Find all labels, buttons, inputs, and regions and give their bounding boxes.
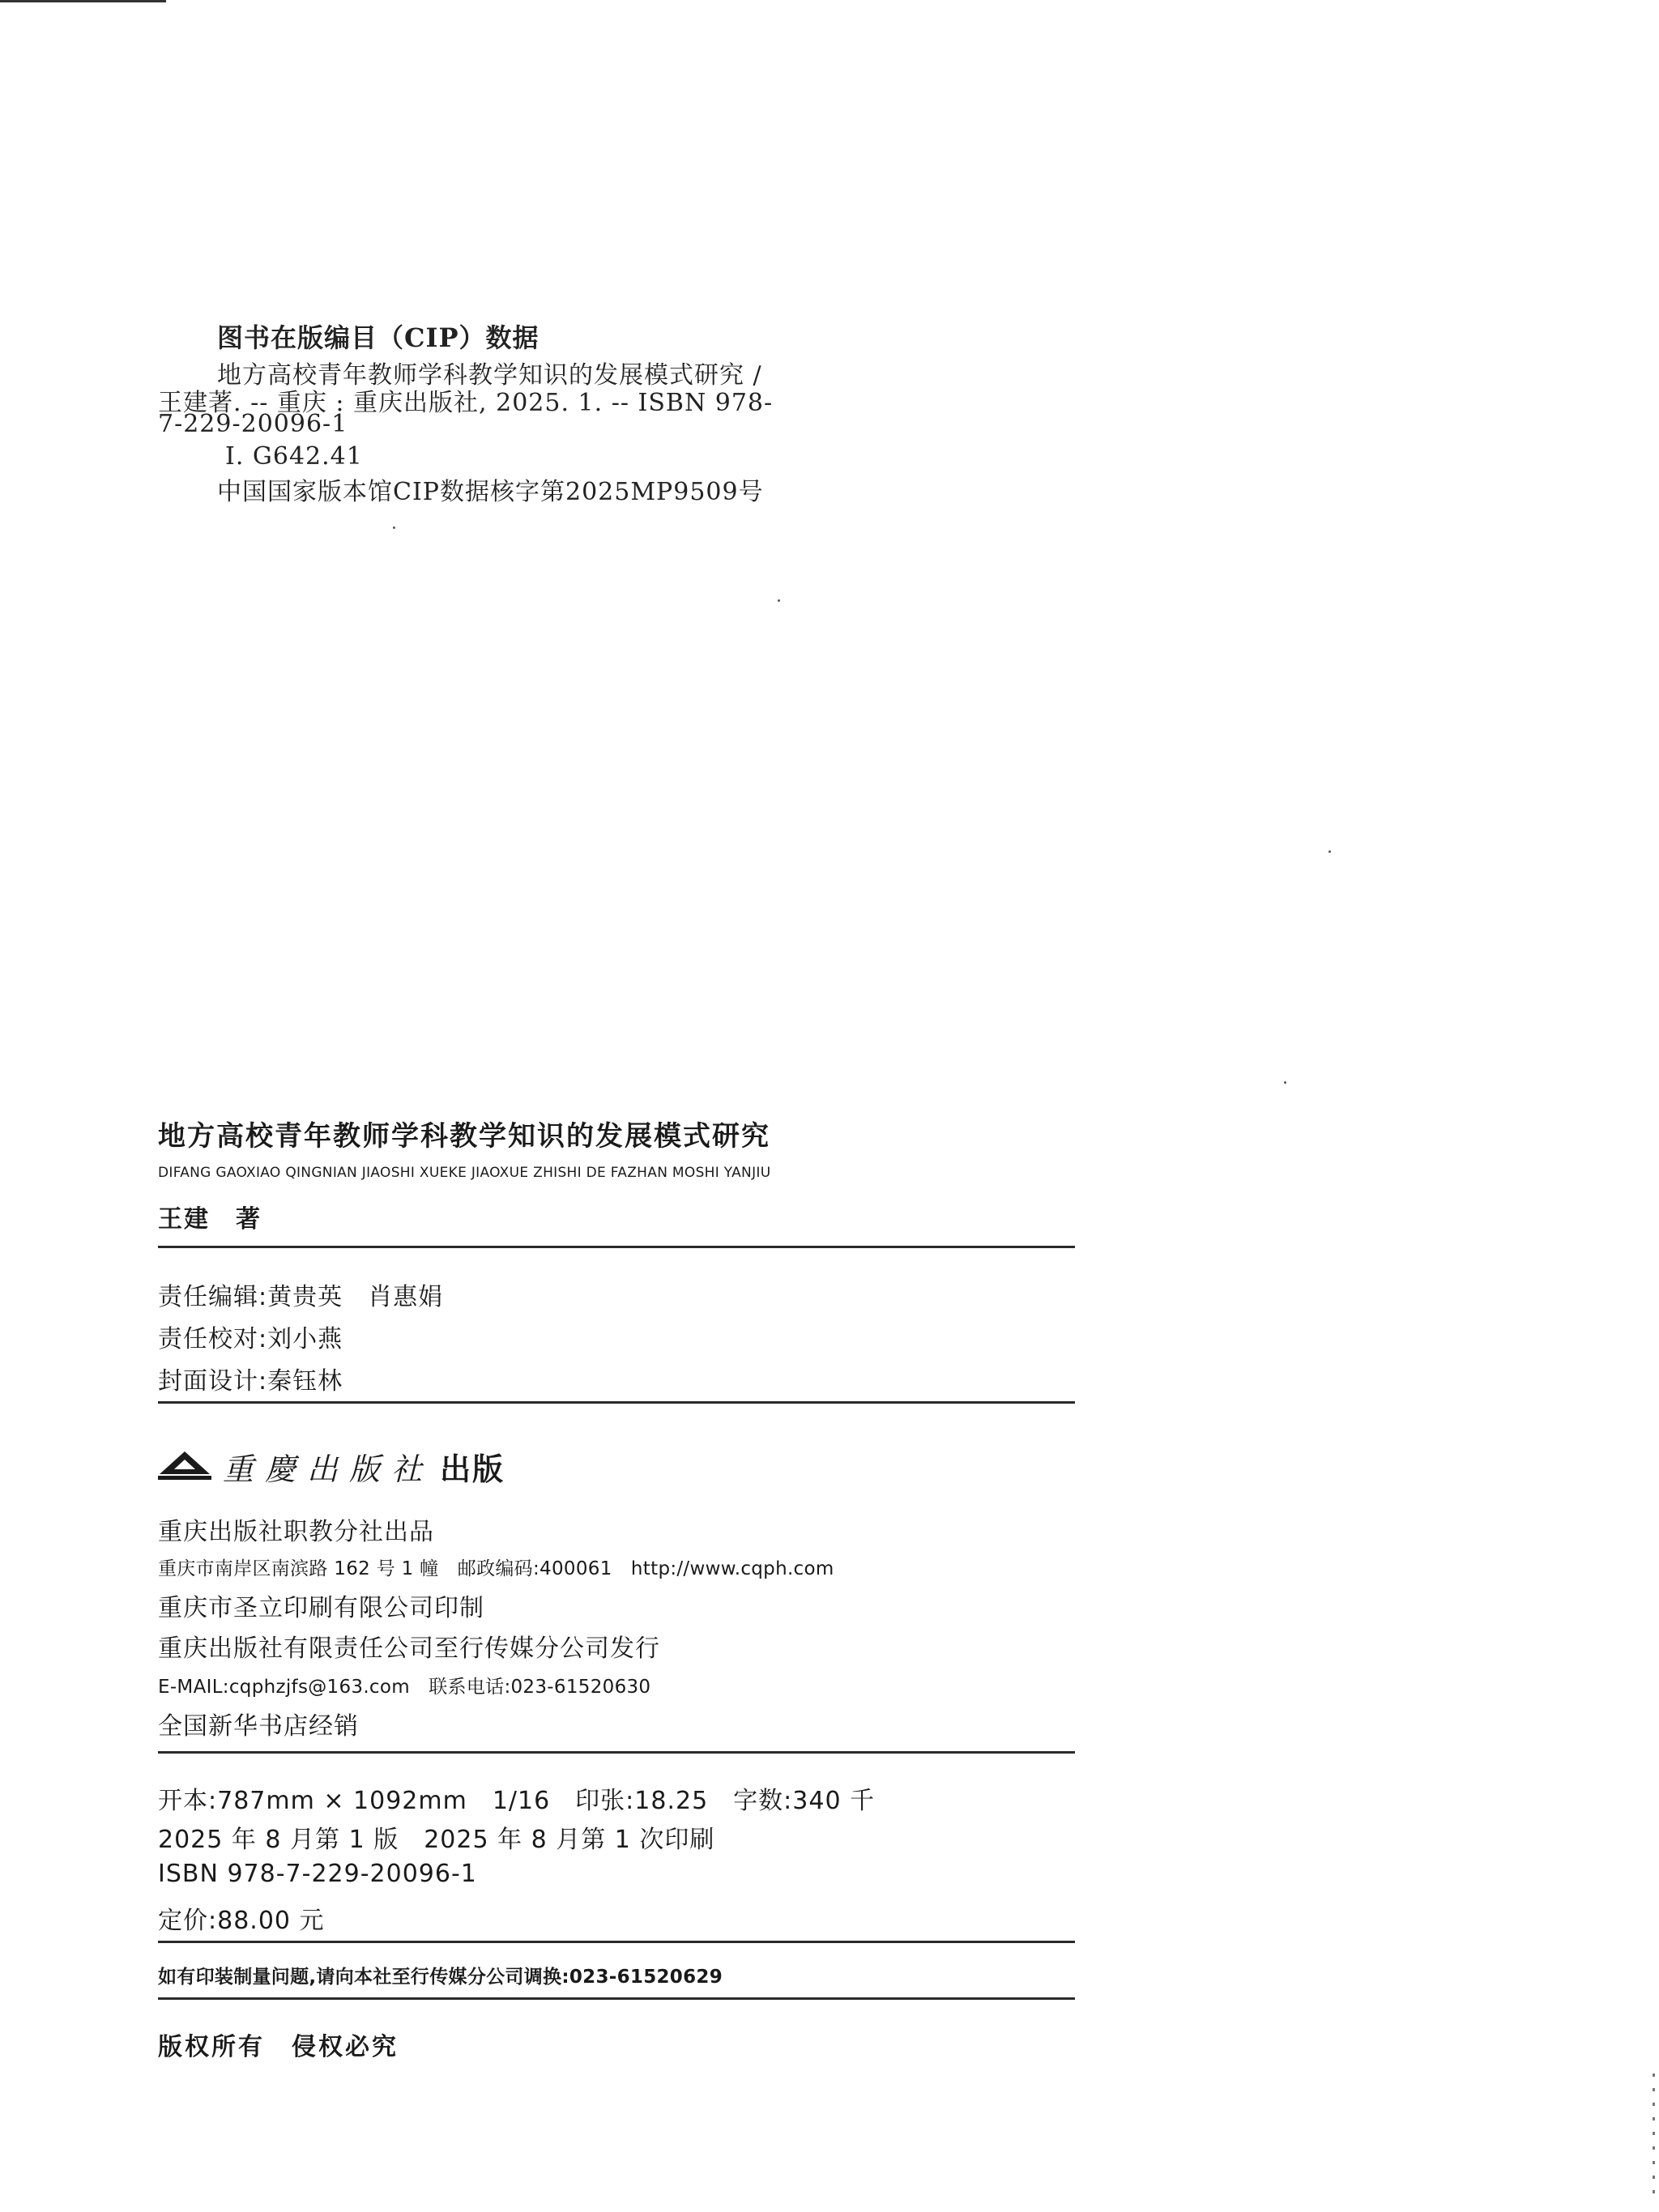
publisher-printer: 重庆市圣立印刷有限公司印制	[158, 1594, 484, 1622]
credit-editor: 责任编辑:黄贵英 肖惠娟	[158, 1283, 444, 1311]
credit-cover-design: 封面设计:秦钰林	[158, 1367, 343, 1396]
scan-speck	[1284, 1081, 1286, 1084]
divider	[158, 1997, 1075, 2000]
divider	[158, 1941, 1075, 1943]
book-title: 地方高校青年教师学科教学知识的发展模式研究	[158, 1120, 770, 1153]
publisher-sales: 全国新华书店经销	[158, 1712, 359, 1741]
publisher-logo-suffix: 出版	[440, 1451, 505, 1487]
spec-isbn: ISBN 978-7-229-20096-1	[158, 1860, 477, 1888]
scan-speck	[393, 526, 395, 529]
publisher-logo	[158, 1443, 505, 1489]
cip-line-title: 地方高校青年教师学科教学知识的发展模式研究 /	[217, 361, 762, 390]
publisher-address: 重庆市南岸区南滨路 162 号 1 幢 邮政编码:400061 http://www.cqph.com	[158, 1558, 834, 1579]
publisher-logo-text: 重慶出版社	[223, 1451, 434, 1487]
cip-line-classification: Ⅰ. G642.41	[225, 442, 363, 471]
credit-proofreader: 责任校对:刘小燕	[158, 1325, 343, 1353]
scan-speck	[1328, 850, 1331, 853]
cip-heading: 图书在版编目（CIP）数据	[217, 322, 539, 353]
mountain-logo-icon	[158, 1450, 211, 1482]
spec-price: 定价:88.00 元	[158, 1907, 325, 1935]
book-author: 王建 著	[158, 1205, 262, 1234]
spec-edition: 2025 年 8 月第 1 版 2025 年 8 月第 1 次印刷	[158, 1826, 715, 1854]
publisher-distributor: 重庆出版社有限责任公司至行传媒分公司发行	[158, 1634, 660, 1663]
copyright-notice: 版权所有 侵权必究	[158, 2033, 399, 2061]
cip-line-record-number: 中国国家版本馆CIP数据核字第2025MP9509号	[217, 478, 764, 506]
divider	[158, 1246, 1075, 1248]
divider	[158, 1751, 1075, 1754]
cip-line-isbn: 7-229-20096-1	[158, 410, 348, 438]
scan-edge-marks	[1653, 2073, 1655, 2195]
divider	[158, 1401, 1075, 1404]
spec-format: 开本:787mm × 1092mm 1/16 印张:18.25 字数:340 千	[158, 1787, 876, 1815]
book-title-pinyin: DIFANG GAOXIAO QINGNIAN JIAOSHI XUEKE JIAOXUE ZHISHI DE FAZHAN MOSHI YANJIU	[158, 1165, 771, 1181]
scan-speck	[778, 599, 780, 602]
publisher-contact: E-MAIL:cqphzjfs@163.com 联系电话:023-61520630	[158, 1677, 651, 1698]
publisher-producer: 重庆出版社职教分社出品	[158, 1518, 434, 1546]
quality-notice: 如有印装制量问题,请向本社至行传媒分公司调换:023-61520629	[158, 1967, 723, 1988]
top-edge-rule	[0, 0, 166, 2]
cip-line-author: 王建著. -- 重庆 : 重庆出版社, 2025. 1. -- ISBN 978-	[158, 389, 774, 417]
